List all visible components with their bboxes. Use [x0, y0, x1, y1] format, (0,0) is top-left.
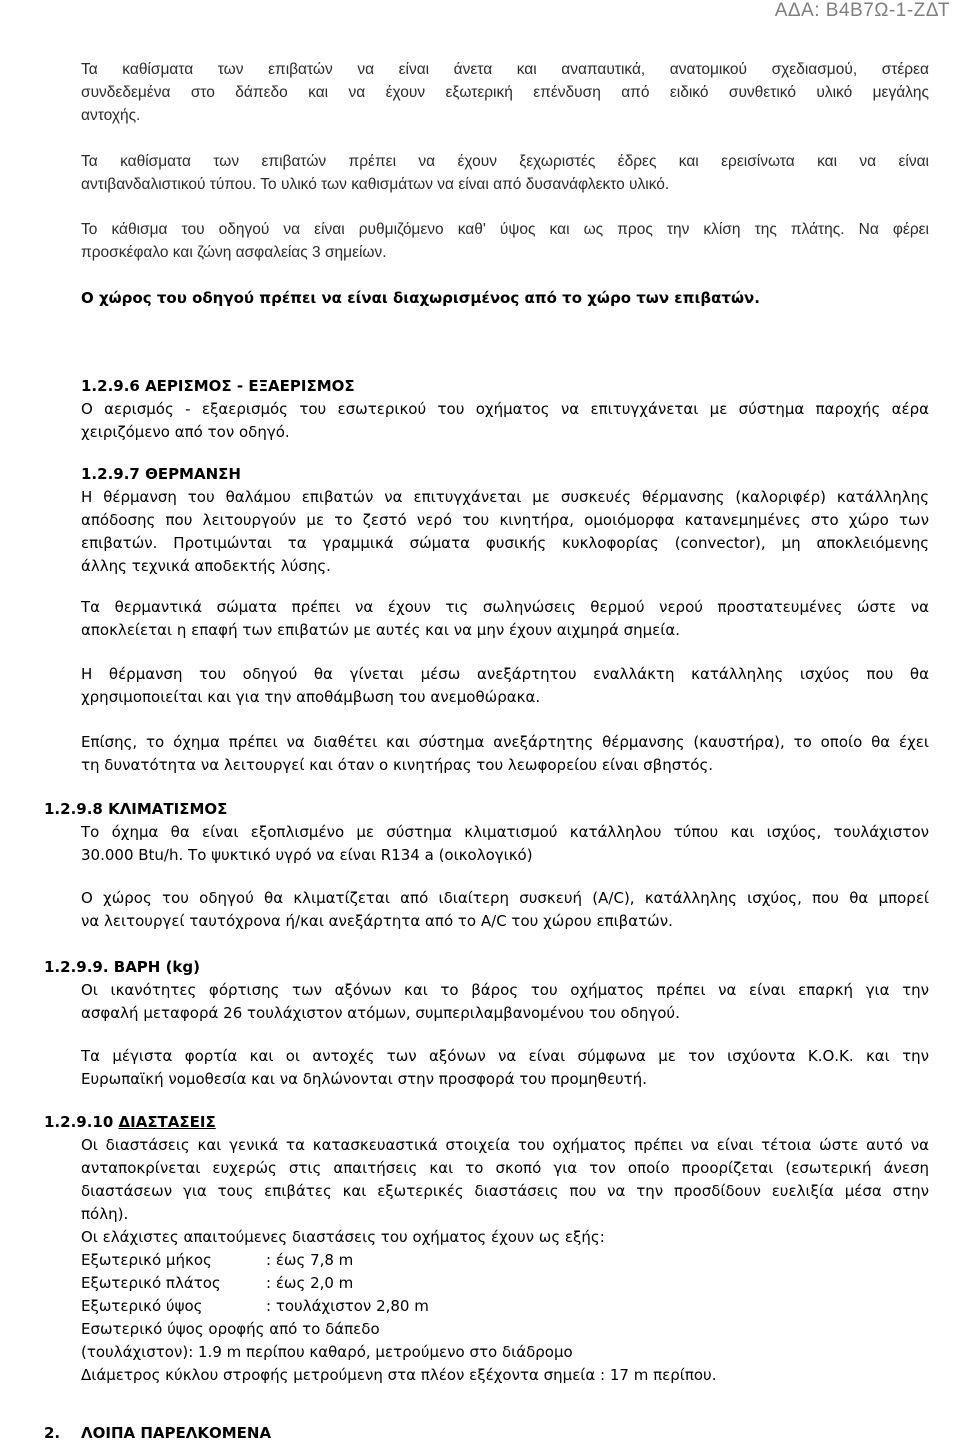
dimension-row — [81, 1295, 929, 1318]
driver-ac-paragraph — [81, 887, 929, 933]
section-heading: 1.2.9.7 ΘΕΡΜΑΝΣΗ — [81, 465, 241, 483]
text-line: τη δυνατότητα να λειτουργεί και όταν ο κινητήρας του λεωφορείου είναι σβηστός. — [81, 756, 714, 774]
section-heading: 1.2.9.6 ΑΕΡΙΣΜΟΣ - ΕΞΑΕΡΙΣΜΟΣ — [81, 377, 355, 395]
text-line: απόδοσης που λειτουργούν με το ζεστό νερό του κινητήρα, ομοιόμορφα κατανεμημένες στο χώρο των — [81, 511, 929, 529]
dimension-value: : τουλάχιστον 2,80 m — [266, 1297, 429, 1315]
dimension-label: Εξωτερικό ύψος — [81, 1297, 203, 1315]
text-line: Ο χώρος του οδηγού θα κλιματίζεται από ιδιαίτερη συσκευή (A/C), κατάλληλης ισχύος, που θα μπορεί — [81, 889, 929, 907]
independent-heating-paragraph — [81, 731, 929, 777]
text-line: Οι διαστάσεις και γενικά τα κατασκευαστικά στοιχεία του οχήματος πρέπει να είναι τέτοια ώστε αυτό να — [81, 1136, 929, 1154]
text-line: αποκλείεται η επαφή των επιβατών με αυτές και να μην έχουν αιχμηρά σημεία. — [81, 621, 681, 639]
text-line: χειριζόμενο από τον οδηγό. — [81, 423, 290, 441]
text-line: Επίσης, το όχημα πρέπει να διαθέτει και σύστημα ανεξάρτητης θέρμανσης (καυστήρα), το οποίο θα έχει — [81, 733, 929, 751]
section-heading: 1.2.9.8 ΚΛΙΜΑΤΙΣΜΟΣ — [44, 800, 228, 818]
section-heading — [44, 1111, 216, 1134]
section-title: ΛΟΙΠΑ ΠΑΡΕΛΚΟΜΕΝΑ — [81, 1424, 272, 1442]
section-heading: 1.2.9.9. ΒΑΡΗ (kg) — [44, 958, 200, 976]
text-line: Τα καθίσματα των επιβατών να είναι άνετα και αναπαυτικά, ανατομικού σχεδιασμού, στέρεα — [81, 61, 929, 78]
text-line: Το κάθισμα του οδηγού να είναι ρυθμιζόμενο καθ' ύψος και ως προς την κλίση της πλάτης. Να φέρει — [81, 221, 929, 238]
section-number: 1.2.9.10 — [44, 1113, 119, 1131]
inner-height-value: (τουλάχιστον): 1.9 m περίπου καθαρό, μετρούμενο στο διάδρομο — [81, 1343, 573, 1361]
heating-pipes-paragraph — [81, 596, 929, 642]
text-line: πόλη). — [81, 1205, 129, 1223]
text-line: αντιβανδαλιστικού τύπου. Το υλικό των καθισμάτων να είναι από δυσανάφλεκτο υλικό. — [81, 176, 670, 193]
driver-seat-paragraph — [81, 218, 929, 264]
dimension-label: Εξωτερικό πλάτος — [81, 1274, 221, 1292]
dimensions-intro: Οι ελάχιστες απαιτούμενες διαστάσεις του οχήματος έχουν ως εξής: — [81, 1228, 605, 1246]
section-air-conditioning — [81, 821, 929, 867]
text-line: Τα μέγιστα φορτία και οι αντοχές των αξόνων να είναι σύμφωνα με τον ισχύοντα Κ.Ο.Κ. και την — [81, 1047, 929, 1065]
passenger-seats-paragraph — [81, 58, 929, 127]
turning-diameter: Διάμετρος κύκλου στροφής μετρούμενη στα πλέον εξέχοντα σημεία : 17 m περίπου. — [81, 1366, 717, 1384]
text-line: χρησιμοποιείται και για την αποθάμβωση του ανεμοθώρακα. — [81, 688, 541, 706]
section-dimensions — [81, 1134, 929, 1387]
ada-identifier: ΑΔΑ: Β4Β7Ω-1-ΖΔΤ — [774, 0, 950, 21]
text-line: Τα θερμαντικά σώματα πρέπει να έχουν τις σωληνώσεις θερμού νερού προστατευμένες ώστε να — [81, 598, 929, 616]
text-line: να λειτουργεί ταυτόχρονα ή/και ανεξάρτητα από το A/C του χώρου επιβατών. — [81, 912, 673, 930]
dimension-label: Εξωτερικό μήκος — [81, 1251, 212, 1269]
text-line: 30.000 Btu/h. Το ψυκτικό υγρό να είναι R134 a (οικολογικό) — [81, 846, 533, 864]
text-line: Τα καθίσματα των επιβατών πρέπει να έχουν ξεχωριστές έδρες και ερεισίνωτα και να είναι — [81, 153, 929, 170]
dimension-row — [81, 1249, 929, 1272]
dimension-row — [81, 1272, 929, 1295]
text-line: ασφαλή μεταφορά 26 τουλάχιστον ατόμων, συμπεριλαμβανομένου του οδηγού. — [81, 1004, 680, 1022]
section-weights — [81, 979, 929, 1025]
section-title: ΔΙΑΣΤΑΣΕΙΣ — [118, 1113, 216, 1131]
dimension-value: : έως 2,0 m — [266, 1274, 354, 1292]
axle-loads-paragraph — [81, 1045, 929, 1091]
text-line: διαστάσεων για τους επιβάτες και εξωτερικές διαστάσεις που να την προσδίδουν ευελιξία μέσα στην — [81, 1182, 929, 1200]
bold-note: Ο χώρος του οδηγού πρέπει να είναι διαχωρισμένος από το χώρο των επιβατών. — [81, 289, 760, 307]
text-line: Ευρωπαϊκή νομοθεσία και να δηλώνονται στην προσφορά του προμηθευτή. — [81, 1070, 647, 1088]
dimension-value: : έως 7,8 m — [266, 1251, 354, 1269]
text-line: Η θέρμανση του θαλάμου επιβατών να επιτυγχάνεται με συσκευές θέρμανσης (καλοριφέρ) κατάλληλης — [81, 488, 929, 506]
text-line: Οι ικανότητες φόρτισης των αξόνων και το βάρος του οχήματος πρέπει να είναι επαρκή για την — [81, 981, 929, 999]
text-line: ανταποκρίνεται ευχερώς στις απαιτήσεις και το σκοπό για τον οποίο προορίζεται (εσωτερική άνεση — [81, 1159, 929, 1177]
text-line: Η θέρμανση του οδηγού θα γίνεται μέσω ανεξάρτητου εναλλάκτη κατάλληλης ισχύος που θα — [81, 665, 929, 683]
seat-construction-paragraph — [81, 150, 929, 196]
section-heating — [81, 463, 929, 578]
text-line: συνδεδεμένα στο δάπεδο και να έχουν εξωτερική επένδυση από ειδικό συνθετικό υλικό μεγάλης — [81, 84, 929, 101]
section-number: 2. — [44, 1424, 61, 1442]
section-ventilation — [81, 375, 929, 444]
text-line: προσκέφαλο και ζώνη ασφαλείας 3 σημείων. — [81, 244, 387, 261]
driver-heating-paragraph — [81, 663, 929, 709]
text-line: Ο αερισμός - εξαερισμός του εσωτερικού του οχήματος να επιτυγχάνεται με σύστημα παροχής αέρα — [81, 400, 929, 418]
text-line: άλλης τεχνικά αποδεκτής λύσης. — [81, 557, 331, 575]
inner-height-label: Εσωτερικό ύψος οροφής από το δάπεδο — [81, 1320, 380, 1338]
text-line: επιβατών. Προτιμώνται τα γραμμικά σώματα φυσικής κυκλοφορίας (convector), μη αποκλειόμενης — [81, 534, 929, 552]
text-line: αντοχής. — [81, 107, 141, 124]
text-line: Το όχημα θα είναι εξοπλισμένο με σύστημα κλιματισμού κατάλληλου τύπου και ισχύος, τουλάχιστον — [81, 823, 929, 841]
driver-area-note — [81, 287, 929, 310]
